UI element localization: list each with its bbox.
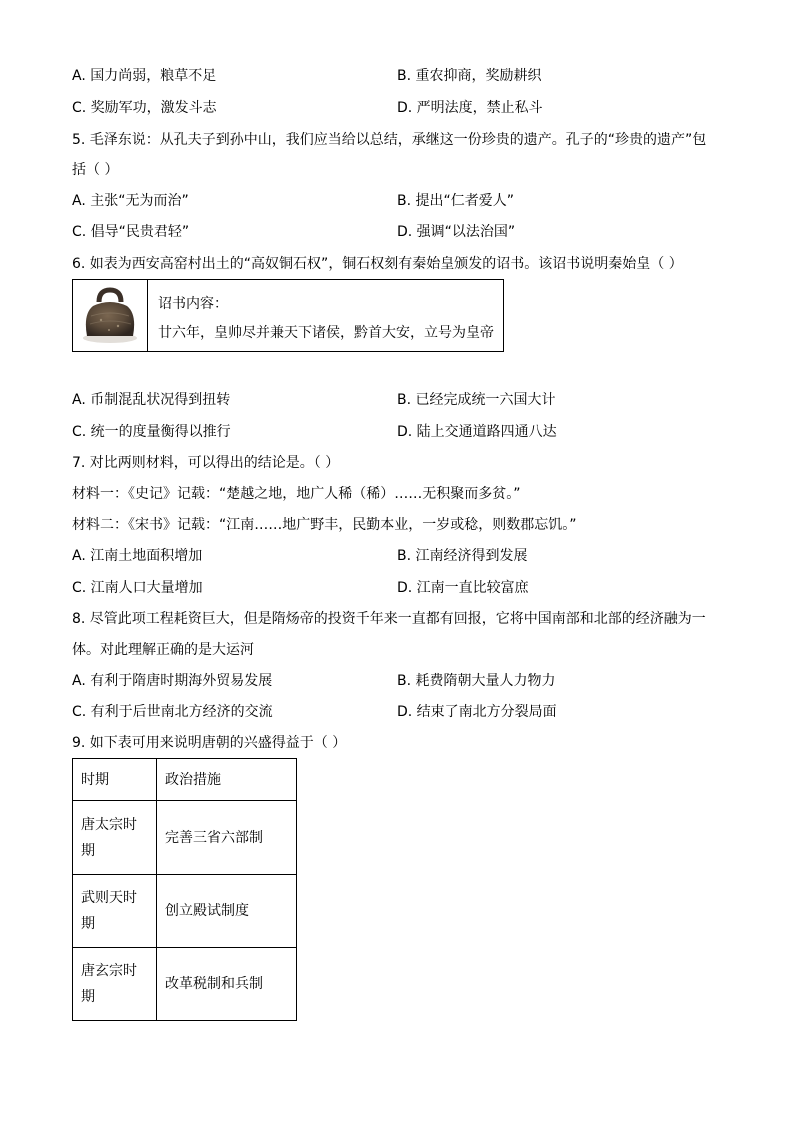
period-line2: 期 bbox=[81, 916, 95, 932]
q7-option-c: C. 江南人口大量增加 bbox=[72, 580, 203, 596]
q6-stem: 6. 如表为西安高窑村出土的“高奴铜石权”，铜石权刻有秦始皇颁发的诏书。该诏书说明秦始皇（ ） bbox=[72, 256, 683, 272]
period-line1: 唐太宗时 bbox=[81, 816, 137, 833]
q5-option-c: C. 倡导“民贵君轻” bbox=[72, 224, 190, 240]
q6-option-a: A. 币制混乱状况得到扭转 bbox=[72, 392, 231, 408]
q6-inscription-table bbox=[72, 279, 504, 352]
q8-option-d: D. 结束了南北方分裂局面 bbox=[397, 704, 557, 720]
q5-stem-line1: 5. 毛泽东说：从孔夫子到孙中山，我们应当给以总结，承继这一份珍贵的遗产。孔子的“珍贵的遗产”包 bbox=[72, 132, 707, 148]
q7-option-d: D. 江南一直比较富庶 bbox=[397, 580, 529, 596]
table-header-row bbox=[73, 759, 297, 801]
q7-option-a: A. 江南土地面积增加 bbox=[72, 548, 203, 564]
table-row bbox=[73, 948, 297, 1021]
q7-stem: 7. 对比两则材料，可以得出的结论是。（ ） bbox=[72, 455, 340, 471]
q7-material-2: 材料二：《宋书》记载：“江南……地广野丰，民勤本业，一岁或稔，则数郡忘饥。” bbox=[72, 517, 577, 533]
table-header-measure: 政治措施 bbox=[157, 759, 297, 801]
table-cell-period bbox=[73, 801, 157, 875]
table-header-period: 时期 bbox=[73, 759, 157, 801]
table-row bbox=[73, 801, 297, 875]
q7-material-1: 材料一：《史记》记载：“楚越之地，地广人稀（稀）……无积聚而多贫。” bbox=[72, 486, 521, 502]
table-row bbox=[73, 875, 297, 948]
q8-option-b: B. 耗费隋朝大量人力物力 bbox=[397, 673, 556, 689]
bronze-weight-icon bbox=[73, 280, 147, 351]
bronze-weight-image bbox=[73, 280, 148, 351]
table-cell-measure: 改革税制和兵制 bbox=[157, 948, 297, 1021]
q9-stem: 9. 如下表可用来说明唐朝的兴盛得益于（ ） bbox=[72, 735, 347, 751]
q6-table-text: 廿六年，皇帅尽并兼天下诸侯，黔首大安，立号为皇帝 bbox=[158, 325, 494, 341]
q8-option-a: A. 有利于隋唐时期海外贸易发展 bbox=[72, 673, 273, 689]
q4-option-a: A. 国力尚弱，粮草不足 bbox=[72, 68, 217, 84]
q5-option-d: D. 强调“以法治国” bbox=[397, 224, 516, 240]
q4-option-d: D. 严明法度，禁止私斗 bbox=[397, 100, 543, 116]
period-line1: 唐玄宗时 bbox=[81, 963, 137, 979]
q4-option-c: C. 奖励军功，激发斗志 bbox=[72, 100, 217, 116]
q8-stem-line1: 8. 尽管此项工程耗资巨大，但是隋炀帝的投资千年来一直都有回报，它将中国南部和北部的经济融为一 bbox=[72, 611, 706, 627]
period-line2: 期 bbox=[81, 989, 95, 1005]
period-line1: 武则天时 bbox=[81, 890, 137, 906]
table-cell-measure: 创立殿试制度 bbox=[157, 875, 297, 948]
q6-table-label: 诏书内容： bbox=[158, 296, 228, 312]
q5-option-b: B. 提出“仁者爱人” bbox=[397, 193, 515, 209]
table-cell-measure: 完善三省六部制 bbox=[157, 801, 297, 875]
q9-measures-table bbox=[72, 758, 297, 1021]
q6-option-c: C. 统一的度量衡得以推行 bbox=[72, 424, 231, 440]
q8-stem-line2: 体。对此理解正确的是大运河 bbox=[72, 642, 254, 658]
q4-option-b: B. 重农抑商，奖励耕织 bbox=[397, 68, 542, 84]
q5-stem-line2: 括（ ） bbox=[72, 162, 119, 178]
period-line2: 期 bbox=[81, 842, 95, 859]
q7-option-b: B. 江南经济得到发展 bbox=[397, 548, 528, 564]
q8-option-c: C. 有利于后世南北方经济的交流 bbox=[72, 704, 273, 720]
q5-option-a: A. 主张“无为而治” bbox=[72, 193, 189, 209]
q6-option-d: D. 陆上交通道路四通八达 bbox=[397, 424, 557, 440]
q6-option-b: B. 已经完成统一六国大计 bbox=[397, 392, 556, 408]
table-cell-period bbox=[73, 875, 157, 948]
table-cell-period bbox=[73, 948, 157, 1021]
